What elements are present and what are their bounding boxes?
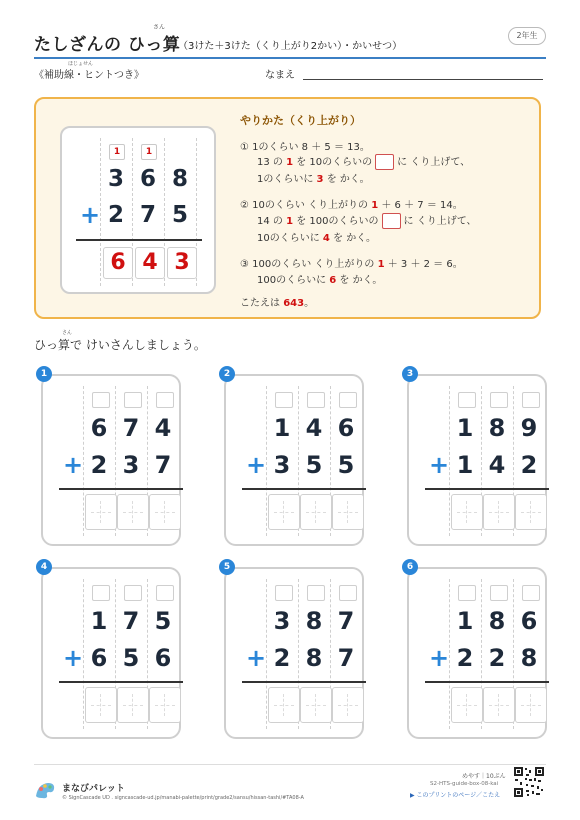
copyright: © SignCascade UD . signcascade-ud.jp/manabi-palette/print/grade2/sansu/hissan-tashi/#TA08-A: [62, 795, 304, 801]
answer-digit: 6: [329, 275, 337, 286]
bottom-digit: 2: [273, 644, 291, 672]
top-digit: 1: [456, 607, 474, 635]
answer-input-box[interactable]: [149, 494, 181, 530]
plus-sign: +: [63, 644, 84, 672]
guide-line: [83, 386, 84, 536]
bottom-digit: 8: [305, 644, 323, 672]
example-bottom-digit: 2: [107, 202, 124, 228]
text: 。: [304, 298, 315, 309]
top-digit: 7: [122, 414, 140, 442]
problem-number-badge: 2: [219, 366, 235, 382]
top-digit: 7: [122, 607, 140, 635]
text: を 100のくらいの: [293, 216, 379, 227]
bottom-digit: 2: [520, 451, 538, 479]
footer-rule: [34, 764, 546, 765]
answer-input-box[interactable]: [85, 687, 117, 723]
print-page-link[interactable]: ▶ このプリントのページ／こたえ: [410, 792, 501, 799]
top-digit: 6: [520, 607, 538, 635]
sum-line: [59, 488, 183, 490]
problem-card: [224, 374, 364, 546]
sum-line: [59, 681, 183, 683]
top-digit: 5: [154, 607, 172, 635]
carry-input-box[interactable]: [124, 585, 142, 601]
answer-value: 643: [283, 298, 305, 309]
top-digit: 9: [520, 414, 538, 442]
brand-name: まなびパレット: [62, 784, 125, 794]
carry-input-box[interactable]: [92, 585, 110, 601]
example-answer-digit: 6: [103, 247, 133, 279]
carry-input-box[interactable]: [458, 585, 476, 601]
plus-sign: +: [429, 644, 450, 672]
answer-input-box[interactable]: [268, 687, 300, 723]
carry-box-hint: [375, 154, 394, 170]
example-answer-digit: 4: [135, 247, 165, 279]
carry-input-box[interactable]: [307, 585, 325, 601]
title-ruby: さん: [153, 24, 166, 31]
text: 10のくらいに: [257, 233, 323, 244]
bottom-digit: 3: [122, 451, 140, 479]
example-card: [60, 126, 216, 294]
text: を 10のくらいの: [293, 157, 373, 168]
answer-input-box[interactable]: [332, 687, 364, 723]
top-digit: 6: [90, 414, 108, 442]
page-title: たしざんの ひっ算: [34, 35, 181, 55]
step2-line3: [257, 229, 376, 244]
carry-input-box[interactable]: [522, 392, 540, 408]
text: を かく。: [323, 174, 370, 185]
answer-input-box[interactable]: [149, 687, 181, 723]
carry-digit: 1: [286, 216, 294, 227]
guide-line: [83, 579, 84, 729]
text: 1のくらいに: [257, 174, 317, 185]
time-estimate: めやす｜10ぷん: [462, 773, 506, 780]
step1-line2: [257, 153, 470, 170]
step3-line1: [240, 255, 463, 270]
carry-input-box[interactable]: [156, 585, 174, 601]
guide-line: [100, 138, 101, 286]
answer-digit: 4: [322, 233, 330, 244]
carry-digit: 1: [286, 157, 294, 168]
bottom-digit: 5: [305, 451, 323, 479]
text: ② 10のくらい くり上がりの: [240, 200, 372, 211]
sum-line: [76, 239, 202, 241]
carry-input-box[interactable]: [339, 585, 357, 601]
bottom-digit: 1: [456, 451, 474, 479]
bottom-digit: 2: [456, 644, 474, 672]
hint-ruby: ほじょせん: [68, 61, 94, 67]
text: ＋ 6 ＋ 7 ＝ 14。: [378, 200, 463, 211]
answer-input-box[interactable]: [483, 494, 515, 530]
carry-box: 1: [109, 144, 125, 160]
carry-box-hint: [382, 213, 401, 229]
answer-input-box[interactable]: [300, 494, 332, 530]
answer-input-box[interactable]: [332, 494, 364, 530]
answer-line: [240, 294, 314, 309]
bottom-digit: 6: [90, 644, 108, 672]
text: に くり上げて、: [397, 157, 471, 168]
problem-number-badge: 3: [402, 366, 418, 382]
top-digit: 6: [337, 414, 355, 442]
carry-box: 1: [141, 144, 157, 160]
guide-line: [449, 386, 450, 536]
top-digit: 3: [273, 607, 291, 635]
guide-line: [266, 386, 267, 536]
step2-line2: [257, 212, 477, 229]
answer-input-box[interactable]: [451, 494, 483, 530]
answer-input-box[interactable]: [117, 687, 149, 723]
top-digit: 1: [273, 414, 291, 442]
palette-logo-icon: [34, 780, 56, 800]
sum-line: [425, 681, 549, 683]
name-field-line[interactable]: [303, 79, 543, 80]
plus-sign: +: [429, 451, 450, 479]
plus-sign: +: [63, 451, 84, 479]
carry-input-box[interactable]: [490, 392, 508, 408]
carry-input-box[interactable]: [339, 392, 357, 408]
problem-number-badge: 5: [219, 559, 235, 575]
carry-input-box[interactable]: [522, 585, 540, 601]
text: を かく。: [329, 233, 377, 244]
bottom-digit: 2: [488, 644, 506, 672]
plus-sign: +: [80, 201, 101, 229]
answer-input-box[interactable]: [117, 494, 149, 530]
text: に くり上げて、: [403, 216, 477, 227]
problem-number-badge: 4: [36, 559, 52, 575]
answer-input-box[interactable]: [268, 494, 300, 530]
problem-number-badge: 1: [36, 366, 52, 382]
example-answer-digit: 3: [167, 247, 197, 279]
answer-input-box[interactable]: [483, 687, 515, 723]
problem-card: [407, 567, 547, 739]
carry-digit: 1: [371, 200, 379, 211]
top-digit: 7: [337, 607, 355, 635]
text: を かく。: [336, 275, 383, 286]
carry-input-box[interactable]: [156, 392, 174, 408]
page-subtitle: （3けた＋3けた（くり上がり2かい）・かいせつ）: [178, 41, 403, 52]
example-top-digit: 6: [139, 166, 156, 192]
text: 13 の: [257, 157, 287, 168]
instruction: ひっ算で けいさんしましょう。: [34, 338, 206, 352]
text: ＋ 3 ＋ 2 ＝ 6。: [384, 259, 463, 270]
example-top-digit: 8: [171, 166, 188, 192]
top-digit: 4: [154, 414, 172, 442]
name-label: なまえ: [265, 70, 295, 81]
hint-label: 《補助線・ヒントつき》: [34, 70, 144, 81]
carry-input-box[interactable]: [307, 392, 325, 408]
carry-input-box[interactable]: [124, 392, 142, 408]
problem-number-badge: 6: [402, 559, 418, 575]
guide-line: [449, 579, 450, 729]
answer-input-box[interactable]: [515, 687, 547, 723]
header-rule: [34, 57, 546, 59]
plus-sign: +: [246, 451, 267, 479]
step3-line2: [257, 271, 382, 286]
example-bottom-digit: 7: [139, 202, 156, 228]
guide-line: [266, 579, 267, 729]
step1-line3: [257, 170, 370, 185]
carry-input-box[interactable]: [458, 392, 476, 408]
carry-input-box[interactable]: [275, 392, 293, 408]
bottom-digit: 3: [273, 451, 291, 479]
sum-line: [242, 681, 366, 683]
answer-input-box[interactable]: [300, 687, 332, 723]
sum-line: [242, 488, 366, 490]
carry-input-box[interactable]: [490, 585, 508, 601]
top-digit: 4: [305, 414, 323, 442]
method-title: やりかた（くり上がり）: [240, 114, 361, 127]
top-digit: 8: [488, 414, 506, 442]
top-digit: 1: [456, 414, 474, 442]
instruction-ruby: さん: [62, 330, 73, 336]
sum-line: [425, 488, 549, 490]
bottom-digit: 8: [520, 644, 538, 672]
top-digit: 8: [305, 607, 323, 635]
bottom-digit: 5: [122, 644, 140, 672]
problem-card: [41, 374, 181, 546]
bottom-digit: 7: [337, 644, 355, 672]
answer-input-box[interactable]: [451, 687, 483, 723]
step2-line1: [240, 196, 463, 211]
example-top-digit: 3: [107, 166, 124, 192]
plus-sign: +: [246, 644, 267, 672]
bottom-digit: 2: [90, 451, 108, 479]
text: こたえは: [240, 298, 284, 309]
bottom-digit: 5: [337, 451, 355, 479]
top-digit: 8: [488, 607, 506, 635]
problem-card: [41, 567, 181, 739]
carry-input-box[interactable]: [92, 392, 110, 408]
carry-digit: 1: [377, 259, 385, 270]
example-bottom-digit: 5: [171, 202, 188, 228]
answer-digit: 3: [316, 174, 324, 185]
step1-line1: ① 1のくらい 8 ＋ 5 ＝ 13。: [240, 142, 370, 153]
grade-badge: 2年生: [508, 27, 546, 45]
answer-input-box[interactable]: [85, 494, 117, 530]
bottom-digit: 7: [154, 451, 172, 479]
qr-code-icon[interactable]: [513, 766, 545, 798]
text: 100のくらいに: [257, 275, 330, 286]
worksheet-code: S2-HTS-guide-box-08-kai: [430, 781, 499, 787]
problem-card: [224, 567, 364, 739]
top-digit: 1: [90, 607, 108, 635]
bottom-digit: 4: [488, 451, 506, 479]
bottom-digit: 6: [154, 644, 172, 672]
text: ③ 100のくらい くり上がりの: [240, 259, 378, 270]
problem-card: [407, 374, 547, 546]
text: 14 の: [257, 216, 287, 227]
answer-input-box[interactable]: [515, 494, 547, 530]
carry-input-box[interactable]: [275, 585, 293, 601]
